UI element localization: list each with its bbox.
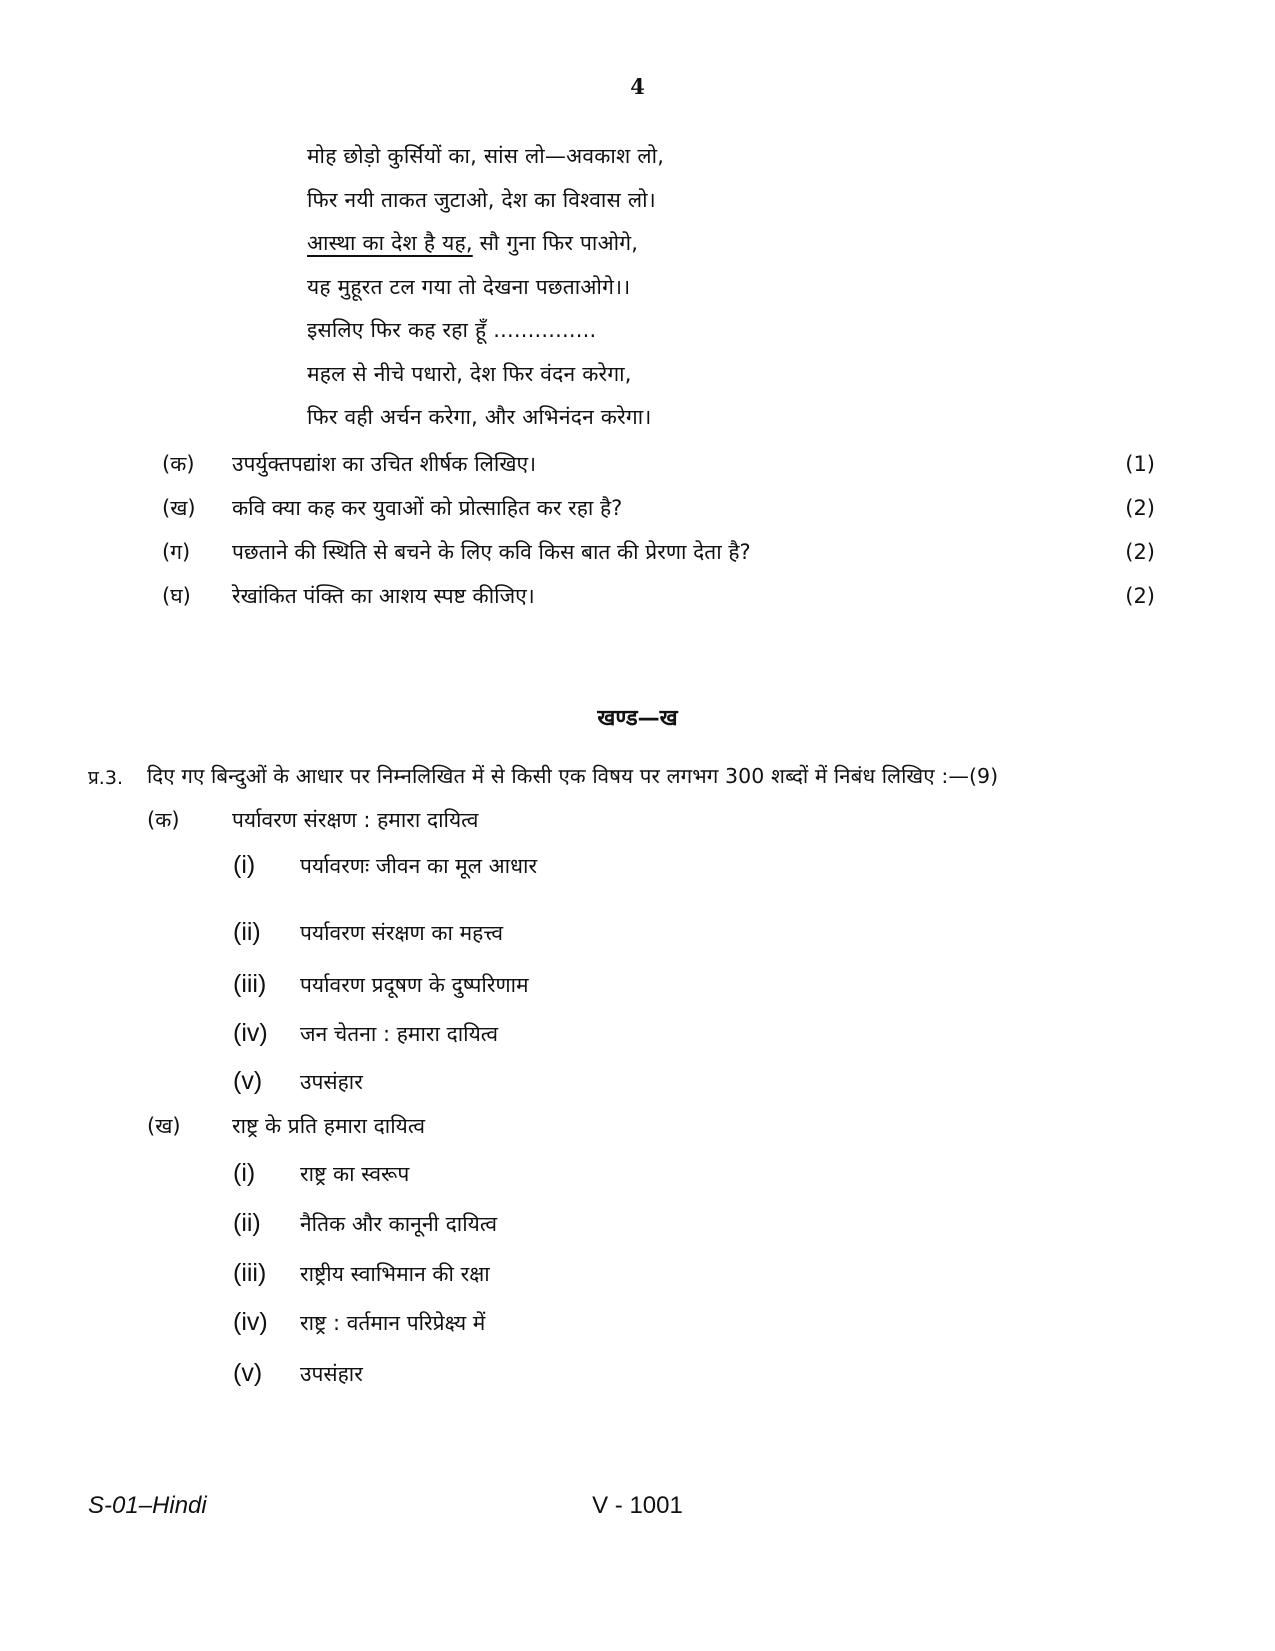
point-text: नैतिक और कानूनी दायित्व bbox=[300, 1212, 498, 1236]
topic-label: (ख) bbox=[147, 1114, 181, 1138]
question-text: पछताने की स्थिति से बचने के लिए कवि किस बात की प्रेरणा देता है? bbox=[232, 540, 751, 564]
question-text: दिए गए बिन्दुओं के आधार पर निम्नलिखित में से किसी एक विषय पर लगभग 300 शब्दों में निबंध लिखिए :—(9) bbox=[147, 764, 999, 788]
question-marks: (2) bbox=[1125, 496, 1155, 520]
question-label: (क) bbox=[162, 452, 195, 476]
point-text: पर्यावरण संरक्षण का महत्त्व bbox=[300, 921, 504, 945]
poem-line-underlined bbox=[307, 229, 638, 257]
point-number: (iii) bbox=[233, 970, 267, 998]
topic-label: (क) bbox=[147, 808, 180, 832]
point-text: राष्ट्र : वर्तमान परिप्रेक्ष्य में bbox=[300, 1311, 486, 1335]
poem-line: मोह छोड़ो कुर्सियों का, सांस लो—अवकाश लो, bbox=[307, 144, 665, 168]
poem-line: फिर वही अर्चन करेगा, और अभिनंदन करेगा। bbox=[307, 405, 652, 429]
poem-line-rest: सौ गुना फिर पाओगे, bbox=[472, 231, 639, 255]
poem-line: महल से नीचे पधारो, देश फिर वंदन करेगा, bbox=[307, 362, 632, 386]
question-text: उपर्युक्तपद्यांश का उचित शीर्षक लिखिए। bbox=[232, 452, 537, 476]
topic-title: पर्यावरण संरक्षण : हमारा दायित्व bbox=[232, 808, 479, 832]
question-label: (ख) bbox=[162, 496, 196, 520]
question-text: रेखांकित पंक्ति का आशय स्पष्ट कीजिए। bbox=[232, 584, 535, 608]
point-text: उपसंहार bbox=[300, 1070, 363, 1094]
point-text: पर्यावरणः जीवन का मूल आधार bbox=[300, 854, 538, 878]
question-marks: (2) bbox=[1125, 584, 1155, 608]
question-text: कवि क्या कह कर युवाओं को प्रोत्साहित कर रहा है? bbox=[232, 496, 623, 520]
point-number: (v) bbox=[233, 1359, 263, 1387]
point-text: पर्यावरण प्रदूषण के दुष्परिणाम bbox=[300, 973, 529, 997]
underlined-phrase: आस्था का देश है यह, bbox=[307, 231, 473, 255]
page-number: 4 bbox=[630, 74, 645, 99]
topic-title: राष्ट्र के प्रति हमारा दायित्व bbox=[232, 1114, 426, 1138]
question-marks: (1) bbox=[1125, 452, 1155, 476]
point-number: (ii) bbox=[233, 918, 261, 946]
point-number: (i) bbox=[233, 851, 256, 879]
question-number: प्र.3. bbox=[88, 767, 123, 789]
point-text: राष्ट्र का स्वरूप bbox=[300, 1162, 410, 1186]
poem-line: फिर नयी ताकत जुटाओ, देश का विश्वास लो। bbox=[307, 188, 656, 212]
point-text: जन चेतना : हमारा दायित्व bbox=[300, 1022, 499, 1046]
point-number: (iv) bbox=[233, 1308, 268, 1336]
section-heading: खण्ड—ख bbox=[597, 706, 678, 731]
poem-line: इसलिए फिर कह रहा हूँ ............... bbox=[307, 318, 597, 342]
footer-paper-code: S-01–Hindi bbox=[88, 1492, 207, 1519]
footer-page-code: V - 1001 bbox=[592, 1492, 683, 1519]
point-number: (iv) bbox=[233, 1019, 268, 1047]
point-text: राष्ट्रीय स्वाभिमान की रक्षा bbox=[300, 1262, 490, 1286]
point-number: (v) bbox=[233, 1067, 263, 1095]
poem-line: यह मुहूरत टल गया तो देखना पछताओगे।। bbox=[307, 275, 631, 299]
question-label: (घ) bbox=[162, 584, 191, 608]
question-marks: (2) bbox=[1125, 540, 1155, 564]
point-number: (i) bbox=[233, 1159, 256, 1187]
point-text: उपसंहार bbox=[300, 1362, 363, 1386]
question-label: (ग) bbox=[162, 540, 191, 564]
point-number: (ii) bbox=[233, 1209, 261, 1237]
point-number: (iii) bbox=[233, 1259, 267, 1287]
